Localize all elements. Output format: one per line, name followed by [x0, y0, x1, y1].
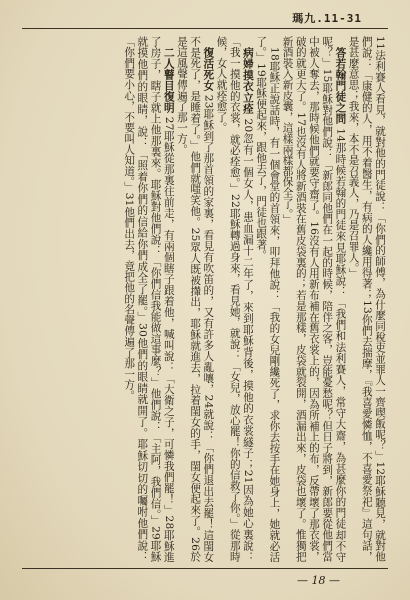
paragraph-text: 18耶穌正說話時，有一個會堂的首領來，叩拜他說：「我的女兒剛纔死了，求你去按手在她身上，她就必活了。」19耶穌便起來，跟他去了，門徒也跟著。: [255, 36, 281, 562]
paragraph: [254, 36, 280, 562]
section-heading: 答若翰門徒之問: [334, 46, 347, 125]
paragraph: [280, 36, 346, 562]
paragraph: [122, 36, 175, 562]
paragraph-text: 23耶穌到了那首領的家裏，看見有吹笛的，又有許多人亂嚷，24就說：「你們退出去罷！這閨女不是死了，是睡着了。」他們就嗤笑他。25眾人既被攆出，耶穌就進去，拉着閨女的手，閨女便起來了。26於是這風聲傳遍了那一方。: [175, 36, 215, 562]
header-rule: [22, 28, 388, 29]
chapter-reference: 瑪九.11-31: [292, 12, 362, 25]
paragraph: [214, 36, 254, 562]
section-heading: 二人瞽目復明: [162, 46, 175, 113]
paragraph-text: 20忽有一個女人，患血漏十二年了，來到耶穌背後，摸他的衣裳繸子；21因為她心裏說：「我一摸他的衣裳，就必痊愈。」22耶穌轉過身來，看見她，就說：「女兒，放心罷！你的信救了你。」從那時候，女人就痊愈了。: [215, 36, 254, 562]
paragraph: [175, 36, 215, 562]
paragraph-text: 27耶穌從那裏往前走，有兩個瞎子跟着他，喊叫說：「大衛之子，可憐我們罷！」28耶穌進了房子，瞎子就上他那裏來。耶穌對他們說：「你們信我能做這事麼？」他們說：「主阿，我們信。」29耶穌就摸他們的眼睛，說：「照着你們的信給你們成全了罷。」30他們的眼睛就開了。耶穌切切的囑咐他們說：「你們要小心，不要叫人知道。」31他們出去，竟把他的名聲傳遍了那一方。: [123, 36, 175, 562]
paragraph-text: 11法利賽人看見，就對他的門徒說：「你們的師傅，為什麼同稅吏並罪人一齊喫飯呢？」12耶穌聽見，就對他們說：「康健的人，用不着醫生，有病的人纔用得著；13你們去揣摩，『我喜愛憐恤，不喜愛祭祀』這句話，是甚麼意思；我來，本不是召義人，乃是召罪人。」: [347, 36, 386, 562]
scripture-text: [24, 36, 386, 562]
paragraph-text: 14那時候若翰的門徒來見耶穌說：「我們和法利賽人，常守大齋，為甚麼你的門徒却不守呢？」15耶穌對他們說：「新郎同他們在一起的時候，陪伴之客，豈能憂愁呢？但日子將到，新郎要從他們當中被人奪去，那時候他們就要守齋了。16沒有人用新布補在舊衣裳上的，因為所補上的布，反帶壞了那衣裳，破的就更大了。17也沒有人將新酒裝在舊皮袋裏的；若是那樣，皮袋就裂開，酒漏出來，皮袋也壞了。惟獨把新酒裝入新皮囊，這樣兩樣都保全了。」: [281, 36, 347, 562]
section-heading: 復活死女: [202, 46, 215, 91]
running-header: [14, 8, 396, 28]
footer-rule: [22, 568, 388, 569]
paragraph: [346, 36, 386, 562]
section-heading: 病婦摸衣立痊: [241, 46, 254, 115]
page-number: — 18 —: [297, 574, 340, 587]
